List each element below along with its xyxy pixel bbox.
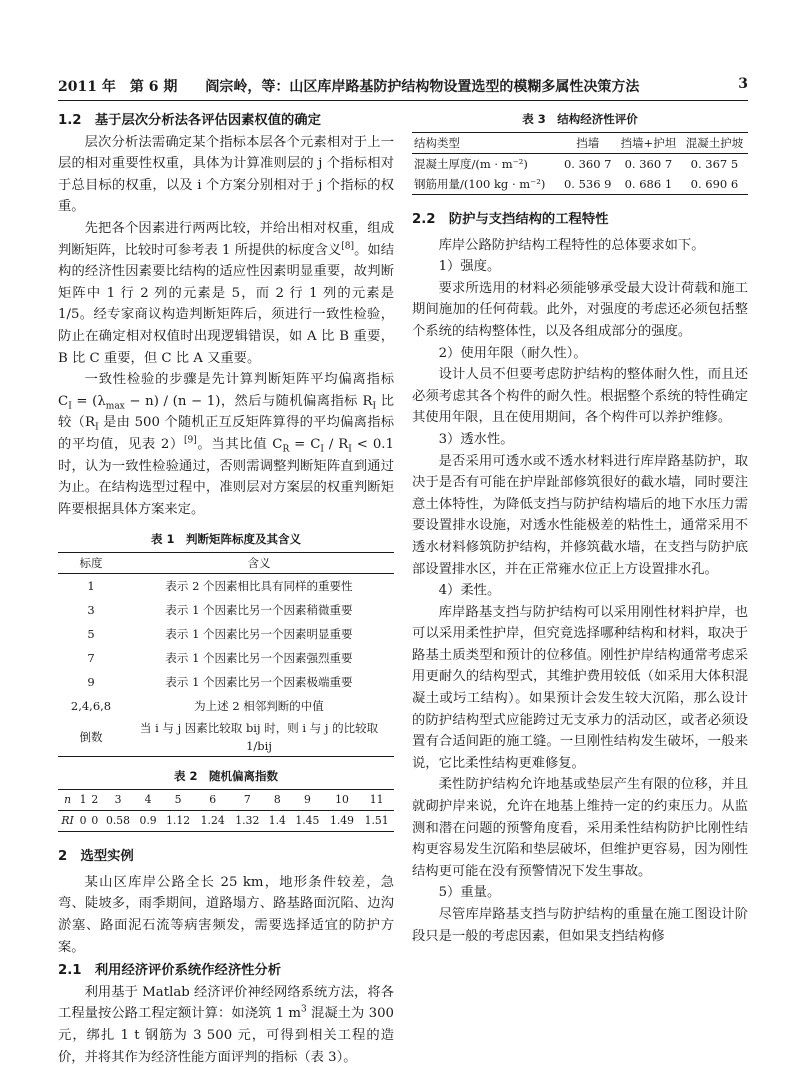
- table-header-cell: 含义: [124, 553, 394, 574]
- table-header-cell: 6: [195, 790, 230, 811]
- table-cell: 为上述 2 相邻判断的中值: [194, 699, 324, 714]
- table-header-cell: 7: [230, 790, 265, 811]
- table-cell: 当 i 与 j 因素比较取 bij 时，则 i 与 j 的比较取 1/bij: [139, 721, 379, 754]
- table-cell: 3: [87, 603, 95, 618]
- superscript: 3: [301, 1005, 307, 1016]
- table-cell: 1.24: [200, 814, 225, 828]
- table-header-cell: 5: [161, 790, 196, 811]
- table-row: [58, 718, 394, 757]
- table-cell: 倒数: [79, 730, 103, 745]
- table-cell: 0. 690 6: [690, 177, 739, 191]
- table-cell: 0. 536 9: [563, 177, 612, 191]
- citation: [9]: [183, 435, 197, 446]
- table-3-economy: [412, 132, 748, 195]
- table-cell: 混凝土厚度/(m · m⁻²): [414, 157, 528, 171]
- table-2-random-index: [58, 789, 394, 832]
- text-run: 先把各个因素进行两两比较，并给出相对权重，组成判断矩阵，比较时可参考表 1 所提供的标度含义: [58, 220, 394, 258]
- table-cell: 1.45: [295, 814, 320, 828]
- left-column: [58, 108, 394, 1068]
- table-header-cell: 混凝土护坡: [681, 133, 748, 154]
- table-cell: 表示 1 个因素比另一个因素强烈重要: [165, 651, 353, 666]
- table-cell: 0: [79, 814, 87, 828]
- header-n: n: [64, 793, 72, 807]
- table-cell: 1.4: [268, 814, 286, 828]
- table-header-cell: 11: [359, 790, 394, 811]
- table-cell: 5: [87, 627, 95, 642]
- table-cell: 1.49: [329, 814, 355, 828]
- subscript: I: [68, 401, 72, 412]
- paragraph: 是否采用可透水或不透水材料进行库岸路基防护，取决于是否有可能在护岸趾部修筑很好的截水墙，同时要注意土体特性，为降低支挡与防护结构墙后的地下水压力需要设置排水设施，对透水性能极差的粘性土，通常采用不透水材料修筑防护结构，并修筑截水墙，在支挡与防护底部设置排水区，并在正常雍水位正上方设置排水孔。: [412, 453, 748, 577]
- text-run: 。当其比值 C: [196, 436, 283, 452]
- table-row: [58, 694, 394, 718]
- subscript: I: [372, 401, 377, 412]
- text-run: 比较（R: [58, 393, 395, 431]
- table-cell: 0. 686 1: [624, 177, 673, 191]
- table-header-cell: 9: [290, 790, 325, 811]
- paragraph: 柔性防护结构允许地基或垫层产生有限的位移，并且就砌护岸来说，允许在地基上维持一定的约束压力。从监测和潜在问题的预警角度看，采用柔性结构防护比刚性结构更容易发生沉陷和垫层破坏，但维护更容易，因为刚性结构更可能在没有预警情况下发生事故。: [412, 777, 748, 879]
- paragraph: 某山区库岸公路全长 25 km，地形条件较差，急弯、陡坡多，雨季期间，道路塌方、路基路面沉陷、边沟淤塞、路面泥石流等病害频发，需要选择适宜的防护方案。: [58, 874, 394, 955]
- table-1-caption: 表 1 判断矩阵标度及其含义: [150, 532, 301, 547]
- table-header-cell: 挡墙: [560, 133, 616, 154]
- table-header-cell: 2: [89, 790, 101, 811]
- table-header-cell: 8: [265, 790, 290, 811]
- paragraph: 库岸路基支挡与防护结构可以采用刚性材料护岸，也可以采用柔性护岸，但究竟选择哪种结构和材料，取决于路基土质类型和预计的位移值。刚性护岸结构通常考虑采用更耐久的结构型式，其维护费用较低（如采用大体积混凝土或圬工结构）。如果预计会发生较大沉陷，那么设计的防护结构型式应能跨过无支承力的活动区，或者必须设置有合适间距的施工缝。一旦刚性结构发生破坏，一般来说，它比柔性结构更难修复。: [412, 604, 748, 771]
- text-run: = (λ: [71, 393, 106, 409]
- running-title: 2011 年 第 6 期 阎宗岭，等：山区库岸路基防护结构物设置选型的模糊多属性决策方法: [58, 79, 640, 95]
- paragraph: 要求所选用的材料必须能够承受最大设计荷载和施工期间施加的任何荷载。此外，对强度的考虑还必须包括整个系统的结构整体性，以及各组成部分的强度。: [412, 280, 748, 339]
- table-cell: 0: [91, 814, 99, 828]
- table-row: [58, 646, 394, 670]
- table-cell: 表示 1 个因素比另一个因素稍微重要: [165, 603, 353, 618]
- citation: [8]: [341, 241, 355, 252]
- running-header: [58, 76, 748, 98]
- subscript: I: [348, 444, 352, 455]
- text-run: 。如结构的经济性因素要比结构的适应性因素明显重要，故判断矩阵中 1 行 2 列的元素是 5，而 2 行 1 列的元素是 1/5。经专家商议构造判断矩阵后，须进行一致性检验，防止在确定相对权值时出现逻辑错误，如 A 比 B 重要，B 比 C 重要，但 C 比 A 又重要。: [58, 242, 394, 366]
- table-header-row: [58, 553, 394, 574]
- paragraph: 设计人员不但要考虑防护结构的整体耐久性，而且还必须考虑其各个构件的耐久性。根据整个系统的特性确定其使用年限，且在使用期间，各个构件可以养护维修。: [412, 367, 748, 426]
- table-header-cell: 1: [77, 790, 89, 811]
- table-row: [58, 670, 394, 694]
- table-cell: 1.12: [166, 814, 191, 828]
- text-run: − n) / (n − 1)，然后与随机偏离指标 R: [124, 393, 373, 409]
- table-3-caption: 表 3 结构经济性评价: [522, 112, 638, 126]
- table-row: [58, 622, 394, 646]
- table-row: [412, 154, 748, 175]
- paragraph: 库岸公路防护结构工程特性的总体要求如下。: [438, 237, 705, 253]
- text-run: 混凝土为 300 元，绑扎 1 t 钢筋为 3 500 元，可得到相关工程的造价，并将其作为经济性能方面评判的指标（表 3）。: [58, 1006, 394, 1065]
- table-header-row: [58, 790, 394, 811]
- paragraph: 层次分析法需确定某个指标本层各个元素相对于上一层的相对重要性权重，具体为计算准则层的 j 个指标相对于总目标的权重，以及 i 个方案分别相对于 j 个指标的权重。: [58, 134, 394, 215]
- paragraph: [58, 218, 394, 369]
- table-header-cell: 挡墙+护坦: [616, 133, 681, 154]
- table-header-cell: 3: [101, 790, 136, 811]
- list-heading: 4）柔性。: [438, 583, 501, 599]
- table-cell: 1: [87, 579, 95, 594]
- header-rule: [58, 100, 748, 101]
- text-run: = C: [289, 436, 321, 452]
- text-run: 一致性检验的步骤是先计算判断矩阵平均偏离指标 C: [58, 372, 394, 409]
- table-cell: 2,4,6,8: [70, 699, 112, 714]
- paragraph: 尽管库岸路基支挡与防护结构的重量在施工图设计阶段只是一般的考虑因素，但如果支挡结构修: [412, 907, 748, 944]
- table-header-cell: 标度: [58, 553, 124, 574]
- paragraph-consistency-check: [58, 369, 394, 520]
- table-cell: 0. 360 7: [624, 157, 673, 171]
- table-cell: 1.51: [364, 814, 389, 828]
- table-header-row: [412, 133, 748, 154]
- paragraph: [58, 982, 394, 1068]
- section-1-2-title: 1.2 基于层次分析法各评估因素权值的确定: [58, 113, 321, 128]
- subscript: I: [95, 422, 99, 433]
- table-cell: 0. 360 7: [563, 157, 612, 171]
- table-cell: 0.9: [139, 814, 157, 828]
- text-run: < 0.1 时，认为一致性检验通过，否则需调整判断矩阵直到通过为止。在结构选型过程中，准则层对方案层的权重判断矩阵要根据具体方案来定。: [58, 436, 394, 517]
- section-2-title: 2 选型实例: [58, 849, 134, 865]
- right-column: [412, 108, 748, 947]
- table-cell: 0.58: [105, 814, 131, 828]
- table-cell: 7: [87, 651, 95, 666]
- table-cell: 9: [87, 675, 95, 690]
- text-run: 利用基于 Matlab 经济评价神经网络系统方法，将各工程量按公路工程定额计算：如浇筑 1 m: [58, 984, 394, 1022]
- table-cell: 钢筋用量/(100 kg · m⁻²): [414, 177, 546, 191]
- table-row: [412, 174, 748, 195]
- table-cell: 表示 1 个因素比另一个因素明显重要: [165, 627, 353, 642]
- table-row: [58, 574, 394, 599]
- table-cell: 表示 2 个因素相比具有同样的重要性: [165, 579, 353, 594]
- list-heading: 2）使用年限（耐久性）。: [438, 345, 587, 361]
- table-cell: 表示 1 个因素比另一个因素极端重要: [165, 675, 353, 690]
- table-header-cell: 结构类型: [412, 133, 560, 154]
- subscript: R: [282, 444, 290, 455]
- section-2-2-title: 2.2 防护与支挡结构的工程特性: [412, 212, 609, 227]
- table-row: [58, 598, 394, 622]
- page-number: 3: [738, 76, 748, 92]
- text-run: / R: [323, 436, 349, 452]
- table-1-scale: [58, 552, 394, 757]
- row-label: RI: [61, 814, 74, 828]
- table-cell: [58, 811, 77, 832]
- table-header-cell: 4: [135, 790, 160, 811]
- table-cell: 0. 367 5: [690, 157, 739, 171]
- subscript: I: [320, 444, 324, 455]
- table-header-cell: 10: [325, 790, 360, 811]
- list-heading: 5）重量。: [438, 885, 501, 901]
- list-heading: 1）强度。: [438, 259, 501, 275]
- section-2-1-title: 2.1 利用经济评价系统作经济性分析: [58, 963, 282, 979]
- table-header-cell: [58, 790, 77, 811]
- subscript: max: [105, 401, 125, 412]
- text-run: 是由 500 个随机正互反矩阵算得的平均偏离指标的平均值，见表 2）: [58, 415, 395, 452]
- table-row: [58, 811, 394, 832]
- table-cell: 1.32: [235, 814, 260, 828]
- list-heading: 3）透水性。: [438, 431, 514, 447]
- table-2-caption: 表 2 随机偏离指数: [173, 769, 278, 784]
